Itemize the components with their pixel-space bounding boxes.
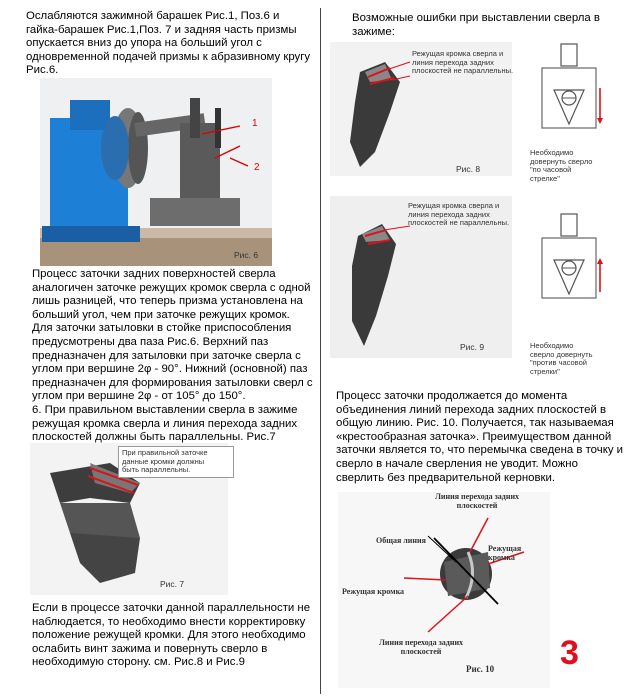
figure-8-note: Режущая кромка сверла и линия перехода задних плоскостей не параллельны. [412,49,514,76]
figure-9-label: Рис. 9 [460,342,485,352]
paragraph-process: Процесс заточки задних поверхностей сверла аналогичен заточке режущих кромок сверла с одной лишь разницей, что теперь призма установлена на больший угол, чем при заточке режущих кромок. Для заточки затыловки в стойке приспособления предусмотрены два паза Рис.6. Верхний паз предназначен для затыловки при заточке сверла с углом при вершине 2φ - 90°. Нижний (основной) паз предназначен для формирования затыловки сверл с углом при вершине 2φ - от 105° до 150°. 6. При правильном выставлении сверла в зажиме режущая кромка сверла и линия перехода задних плоскостей должны быть параллельны. Рис.7 [32,268,313,444]
figure-9-note: Режущая кромка сверла и линия перехода задних плоскостей не параллельны. [408,201,510,228]
paragraph-intro: Ослабляются зажимной барашек Рис.1, Поз.6 и гайка-барашек Рис.1,Поз. 7 и задняя часть призмы опускается вниз до упора на больший угол с одновременной подачей призмы к абразивному кругу Рис.6. [26,10,311,77]
arrow-label-2: 2 [254,162,260,173]
figure-10-photo [338,492,550,688]
paragraph-correction: Если в процессе заточки данной параллельности не наблюдается, то необходимо внести корректировку положение режущей кромки. Для этого необходимо ослабить винт зажима и повернуть сверло в необходимую сторону. см. Рис.8 и Рис.9 [32,602,311,669]
column-divider [320,8,321,694]
figure-7-label: Рис. 7 [160,579,185,589]
figure-8-hint: Необходимо довернуть сверло "по часовой стрелке" [530,148,593,183]
fig10-edge-right: Режущая кромка [488,544,522,562]
figure-8-label: Рис. 8 [456,164,481,174]
fig10-line-top: Линия перехода задних плоскостей [434,492,520,510]
arrow-label-1: 1 [252,118,258,129]
figure-6-label: Рис. 6 [234,250,259,260]
fig10-edge-left: Режущая кромка [342,587,405,596]
figure-9-hint: Необходимо сверло довернуть "против часовой стрелки" [530,341,593,376]
grinder-illustration [40,78,272,266]
figure-7-note: При правильной заточке данные кромки должны быть параллельны. [118,446,234,478]
fig10-common-line: Общая линия [376,536,426,545]
errors-heading: Возможные ошибки при выставлении сверла в зажиме: [352,12,600,38]
figure-6-photo [40,78,272,266]
figure-10-label: Рис. 10 [466,664,495,674]
clamp-diagram-9 [524,208,624,338]
fig10-line-bottom: Линия перехода задних плоскостей [378,638,464,656]
page-number: 3 [560,634,579,672]
paragraph-cross-sharpening: Процесс заточки продолжается до момента объединения линий перехода задних плоскостей в общую линию. Рис. 10. Получается, так называемая «крестообразная заточка». Преимуществом данной заточки является то, что перемычка сведена в точку и сверло в начале сверления не уводит. Можно сверлить без предварительной керновки. [336,390,624,484]
